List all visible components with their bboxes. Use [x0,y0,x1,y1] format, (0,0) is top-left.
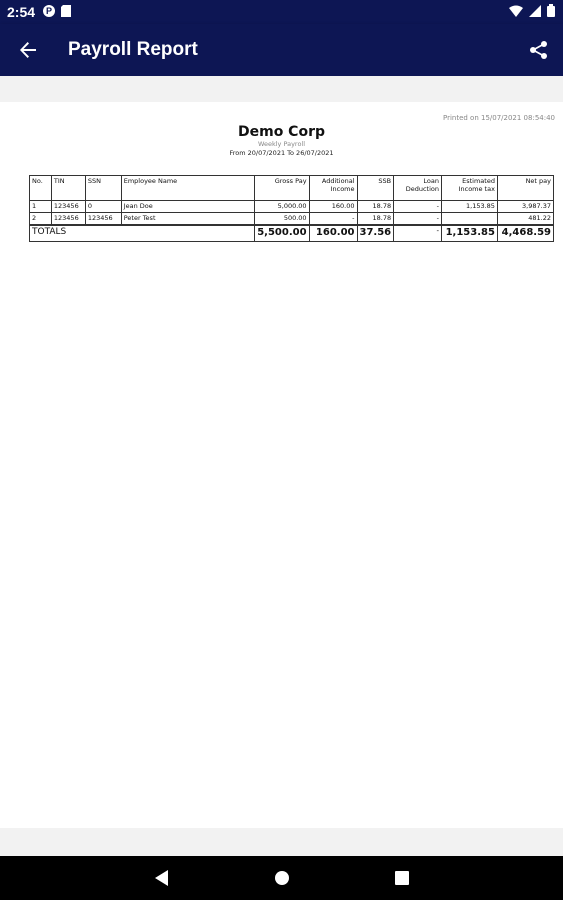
top-margin [0,76,563,102]
cell-net-pay: 3,987.37 [497,201,553,213]
col-header-loan-deduction: Loan Deduction [394,176,442,201]
cell-net-pay: 481.22 [497,213,553,226]
cell-ssn: 0 [85,201,121,213]
col-header-tin: TIN [51,176,85,201]
total-income-tax: 1,153.85 [441,225,497,242]
cell-no: 1 [30,201,52,213]
printed-on-text: Printed on 15/07/2021 08:54:40 [442,114,555,122]
page-title: Payroll Report [68,39,198,60]
svg-text:P: P [46,6,53,16]
payroll-table [29,175,554,242]
status-bar [0,0,563,24]
cell-tin: 123456 [51,213,85,226]
nav-back-button[interactable] [152,868,172,888]
cell-income-tax [441,213,497,226]
report-document[interactable] [0,102,563,828]
system-nav-bar [0,856,563,900]
cell-ssb: 18.78 [357,213,394,226]
date-range: From 20/07/2021 To 26/07/2021 [229,149,334,157]
total-additional-income: 160.00 [309,225,357,242]
share-button[interactable] [527,38,551,62]
col-header-ssn: SSN [85,176,121,201]
p-badge-icon [43,4,55,20]
col-header-income-tax: Estimated Income tax [441,176,497,201]
sd-card-icon [61,4,71,20]
total-ssb: 37.56 [357,225,394,242]
report-type: Weekly Payroll [257,140,306,148]
cell-gross-pay: 5,000.00 [255,201,309,213]
signal-icon [529,4,541,20]
totals-label: TOTALS [30,225,255,242]
company-name: Demo Corp [237,124,325,140]
cell-additional-income: - [309,213,357,226]
cell-loan-deduction: - [394,213,442,226]
nav-home-icon [274,870,290,886]
cell-employee-name: Jean Doe [121,201,255,213]
total-gross-pay: 5,500.00 [255,225,309,242]
back-arrow-icon [19,41,37,59]
cell-additional-income: 160.00 [309,201,357,213]
cell-tin: 123456 [51,201,85,213]
col-header-net-pay: Net pay [497,176,553,201]
battery-icon [547,4,555,20]
cell-no: 2 [30,213,52,226]
status-time: 2:54 [7,4,36,20]
nav-recents-button[interactable] [392,868,412,888]
totals-row [30,225,554,242]
cell-gross-pay: 500.00 [255,213,309,226]
col-header-employee-name: Employee Name [121,176,255,201]
col-header-no: No. [30,176,52,201]
bottom-margin [0,828,563,856]
col-header-gross-pay: Gross Pay [255,176,309,201]
total-loan-deduction: - [394,225,442,242]
total-net-pay: 4,468.59 [497,225,553,242]
cell-income-tax: 1,153.85 [441,201,497,213]
nav-back-icon [155,870,169,886]
wifi-icon [509,4,523,20]
nav-recents-icon [395,871,409,885]
table-header-row [30,176,554,201]
app-bar [0,24,563,76]
col-header-additional-income: Additional Income [309,176,357,201]
share-icon [529,40,549,60]
table-row [30,213,554,226]
table-row [30,201,554,213]
cell-ssn: 123456 [85,213,121,226]
cell-employee-name: Peter Test [121,213,255,226]
col-header-ssb: SSB [357,176,394,201]
cell-loan-deduction: - [394,201,442,213]
cell-ssb: 18.78 [357,201,394,213]
back-button[interactable] [16,38,40,62]
nav-home-button[interactable] [272,868,292,888]
